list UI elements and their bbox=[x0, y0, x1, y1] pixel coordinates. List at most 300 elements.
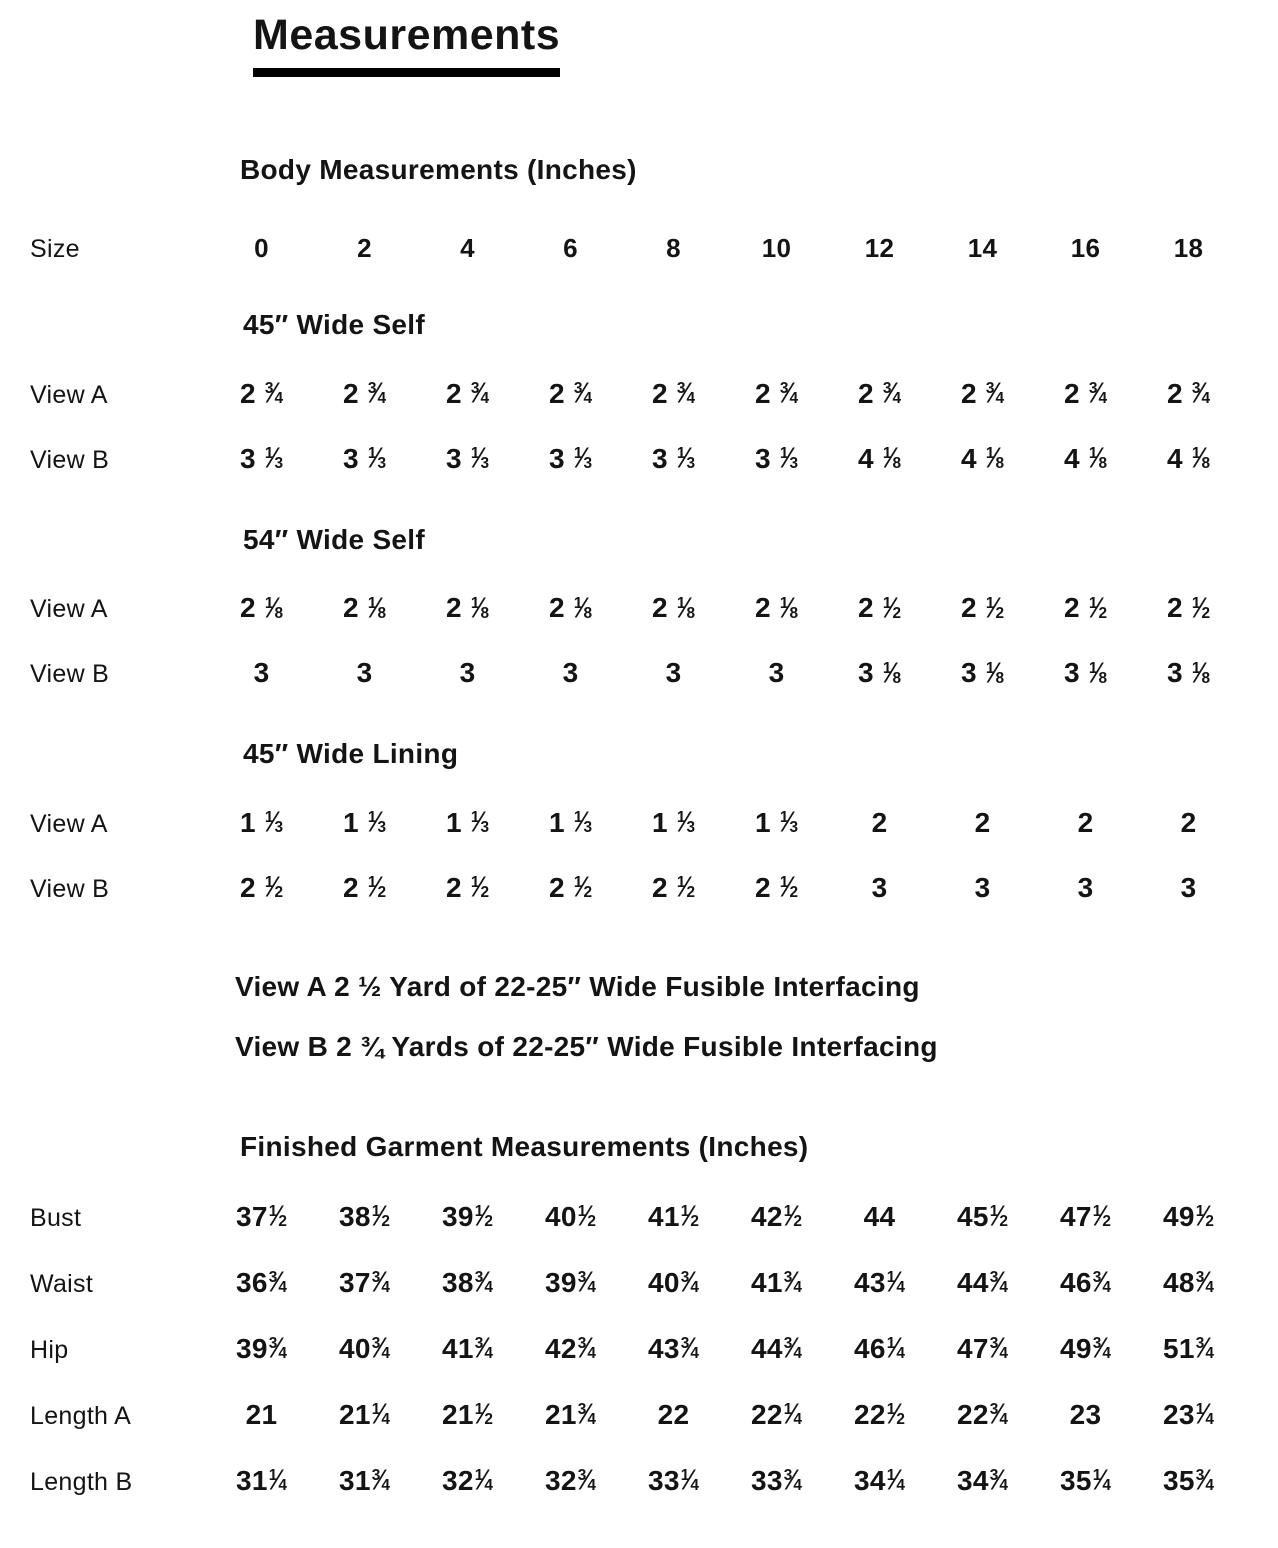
value-integer: 2 bbox=[754, 592, 771, 624]
fraction: $^3⁄_4$ bbox=[1195, 1332, 1214, 1365]
value-integer: 3 bbox=[253, 657, 270, 689]
measurement-cell bbox=[519, 1333, 622, 1365]
measurement-cell bbox=[828, 1399, 931, 1431]
value-integer: 14 bbox=[967, 233, 998, 264]
value-integer: 42 bbox=[545, 1332, 577, 1364]
yardage-cell bbox=[519, 872, 622, 904]
measurement-cell bbox=[622, 1267, 725, 1299]
fraction: $^1⁄_3$ bbox=[676, 806, 696, 839]
fraction: $^3⁄_4$ bbox=[573, 377, 593, 410]
yardage-cell bbox=[725, 443, 828, 475]
yardage-cell bbox=[210, 657, 313, 689]
fraction: $^1⁄_8$ bbox=[1191, 442, 1211, 475]
fraction: $^3⁄_4$ bbox=[680, 1266, 699, 1299]
fraction: $^1⁄_8$ bbox=[779, 592, 799, 625]
value-integer: 22 bbox=[957, 1398, 989, 1430]
fraction: $^1⁄_8$ bbox=[985, 442, 1005, 475]
value-integer: 2 bbox=[857, 377, 874, 409]
yardage-cell bbox=[416, 443, 519, 475]
measurement-cell bbox=[725, 1333, 828, 1365]
measurement-cell bbox=[1034, 1333, 1137, 1365]
yardage-cell bbox=[210, 807, 313, 839]
yardage-cell bbox=[1034, 657, 1137, 689]
value-integer: 1 bbox=[651, 806, 668, 838]
finished-measurement-row bbox=[30, 1201, 1278, 1233]
yardage-row bbox=[30, 592, 1278, 624]
yardage-cell bbox=[931, 443, 1034, 475]
fraction: $^1⁄_3$ bbox=[573, 806, 593, 839]
fraction: $^1⁄_2$ bbox=[882, 592, 902, 625]
yardage-cell bbox=[725, 872, 828, 904]
value-integer: 3 bbox=[562, 657, 579, 689]
fraction: $^1⁄_2$ bbox=[676, 871, 696, 904]
measurement-cell bbox=[416, 1333, 519, 1365]
value-integer: 3 bbox=[665, 657, 682, 689]
fraction: $^1⁄_2$ bbox=[264, 871, 284, 904]
value-integer: 2 bbox=[651, 592, 668, 624]
measurement-cell bbox=[313, 1201, 416, 1233]
measurement-cell bbox=[931, 1267, 1034, 1299]
value-integer: 21 bbox=[442, 1398, 474, 1430]
value-integer: 49 bbox=[1060, 1332, 1092, 1364]
measurement-cell bbox=[622, 1201, 725, 1233]
measurement-cell bbox=[725, 1399, 828, 1431]
value-integer: 2 bbox=[974, 806, 991, 838]
value-integer: 2 bbox=[548, 592, 565, 624]
value-integer: 32 bbox=[442, 1464, 474, 1496]
measurement-cell bbox=[416, 1201, 519, 1233]
value-integer: 6 bbox=[563, 233, 578, 264]
yardage-cell bbox=[828, 872, 931, 904]
value-integer: 2 bbox=[357, 233, 372, 264]
fraction: $^3⁄_4$ bbox=[470, 377, 490, 410]
fraction: $^3⁄_4$ bbox=[1195, 1464, 1214, 1497]
fraction: $^1⁄_2$ bbox=[779, 871, 799, 904]
yardage-cell bbox=[1034, 872, 1137, 904]
fabric-section bbox=[0, 308, 1278, 475]
value-integer: 47 bbox=[957, 1332, 989, 1364]
fraction: $^1⁄_3$ bbox=[264, 442, 284, 475]
value-integer: 2 bbox=[960, 377, 977, 409]
size-cell bbox=[725, 232, 828, 264]
fraction: $^3⁄_4$ bbox=[264, 377, 284, 410]
measurement-cell bbox=[1137, 1465, 1240, 1497]
value-integer: 21 bbox=[545, 1398, 577, 1430]
fraction: $^3⁄_4$ bbox=[989, 1266, 1008, 1299]
value-integer: 41 bbox=[442, 1332, 474, 1364]
value-integer: 31 bbox=[339, 1464, 371, 1496]
yardage-cell bbox=[416, 378, 519, 410]
value-integer: 3 bbox=[974, 871, 991, 903]
yardage-cell bbox=[519, 378, 622, 410]
value-integer: 37 bbox=[236, 1200, 268, 1232]
measurement-cell bbox=[725, 1465, 828, 1497]
measurement-cell bbox=[1137, 1267, 1240, 1299]
yardage-cell bbox=[416, 807, 519, 839]
fraction: $^1⁄_2$ bbox=[783, 1200, 802, 1233]
value-integer: 39 bbox=[236, 1332, 268, 1364]
fraction: $^1⁄_3$ bbox=[676, 442, 696, 475]
measurement-cell bbox=[828, 1333, 931, 1365]
value-integer: 40 bbox=[339, 1332, 371, 1364]
yardage-cell bbox=[622, 657, 725, 689]
yardage-row bbox=[30, 807, 1278, 839]
measurement-cell bbox=[725, 1267, 828, 1299]
measurement-cell bbox=[931, 1333, 1034, 1365]
finished-measurement-row bbox=[30, 1465, 1278, 1497]
yardage-cell bbox=[313, 807, 416, 839]
fraction: $^1⁄_2$ bbox=[371, 1200, 390, 1233]
fraction: $^1⁄_4$ bbox=[268, 1464, 287, 1497]
fraction: $^1⁄_8$ bbox=[367, 592, 387, 625]
finished-garment-rows bbox=[0, 1201, 1278, 1497]
fraction: $^3⁄_4$ bbox=[367, 377, 387, 410]
value-integer: 3 bbox=[459, 657, 476, 689]
value-integer: 3 bbox=[871, 871, 888, 903]
measurement-cell bbox=[828, 1267, 931, 1299]
fraction: $^1⁄_8$ bbox=[882, 657, 902, 690]
value-integer: 3 bbox=[857, 657, 874, 689]
fraction: $^1⁄_4$ bbox=[886, 1464, 905, 1497]
fraction: $^1⁄_3$ bbox=[367, 806, 387, 839]
measurement-cell bbox=[1034, 1465, 1137, 1497]
yardage-cell bbox=[416, 657, 519, 689]
size-cell bbox=[828, 232, 931, 264]
yardage-cell bbox=[313, 872, 416, 904]
value-integer: 3 bbox=[548, 442, 565, 474]
fraction: $^3⁄_4$ bbox=[1088, 377, 1108, 410]
size-cell bbox=[931, 232, 1034, 264]
value-integer: 21 bbox=[339, 1398, 371, 1430]
fraction: $^1⁄_3$ bbox=[779, 442, 799, 475]
fraction: $^1⁄_8$ bbox=[1088, 657, 1108, 690]
fraction: $^1⁄_2$ bbox=[1195, 1200, 1214, 1233]
fraction: $^1⁄_3$ bbox=[264, 806, 284, 839]
value-integer: 33 bbox=[648, 1464, 680, 1496]
value-integer: 46 bbox=[854, 1332, 886, 1364]
size-cell bbox=[313, 232, 416, 264]
fraction: $^1⁄_4$ bbox=[886, 1332, 905, 1365]
fraction: $^1⁄_4$ bbox=[474, 1464, 493, 1497]
fraction: $^1⁄_4$ bbox=[1092, 1464, 1111, 1497]
value-integer: 2 bbox=[651, 871, 668, 903]
value-integer: 2 bbox=[1166, 377, 1183, 409]
value-integer: 3 bbox=[1166, 657, 1183, 689]
yardage-cell bbox=[313, 657, 416, 689]
value-integer: 2 bbox=[548, 871, 565, 903]
fraction: $^3⁄_4$ bbox=[371, 1464, 390, 1497]
yardage-cell bbox=[519, 592, 622, 624]
measurement-cell bbox=[1137, 1333, 1240, 1365]
fraction: $^1⁄_8$ bbox=[573, 592, 593, 625]
fraction: $^1⁄_4$ bbox=[680, 1464, 699, 1497]
yardage-cell bbox=[622, 378, 725, 410]
yardage-row bbox=[30, 443, 1278, 475]
value-integer: 2 bbox=[857, 592, 874, 624]
value-integer: 3 bbox=[754, 442, 771, 474]
measurement-cell bbox=[1137, 1201, 1240, 1233]
value-integer: 3 bbox=[1063, 657, 1080, 689]
value-integer: 44 bbox=[863, 1200, 896, 1232]
value-integer: 23 bbox=[1069, 1398, 1102, 1430]
value-integer: 46 bbox=[1060, 1266, 1092, 1298]
yardage-row-label: View B bbox=[30, 660, 110, 689]
fabric-section-heading: 45″ Wide Self bbox=[243, 309, 426, 341]
value-integer: 1 bbox=[239, 806, 256, 838]
fraction: $^3⁄_4$ bbox=[989, 1332, 1008, 1365]
fraction: $^3⁄_4$ bbox=[676, 377, 696, 410]
fraction: $^3⁄_4$ bbox=[989, 1464, 1008, 1497]
value-integer: 2 bbox=[1063, 592, 1080, 624]
value-integer: 18 bbox=[1173, 233, 1204, 264]
value-integer: 2 bbox=[445, 592, 462, 624]
fraction: $^3⁄_4$ bbox=[783, 1332, 802, 1365]
value-integer: 2 bbox=[960, 592, 977, 624]
value-integer: 2 bbox=[754, 871, 771, 903]
yardage-cell bbox=[210, 592, 313, 624]
value-integer: 39 bbox=[442, 1200, 474, 1232]
fraction: $^1⁄_8$ bbox=[985, 657, 1005, 690]
measurement-cell bbox=[828, 1465, 931, 1497]
value-integer: 49 bbox=[1163, 1200, 1195, 1232]
body-measurements-heading: Body Measurements (Inches) bbox=[240, 153, 637, 185]
measurement-cell bbox=[210, 1201, 313, 1233]
fraction: $^1⁄_2$ bbox=[268, 1200, 287, 1233]
fraction: $^1⁄_2$ bbox=[886, 1398, 905, 1431]
yardage-cell bbox=[519, 657, 622, 689]
fraction: $^3⁄_4$ bbox=[268, 1332, 287, 1365]
finished-garment-heading: Finished Garment Measurements (Inches) bbox=[240, 1130, 809, 1162]
yardage-cell bbox=[1137, 807, 1240, 839]
value-integer: 43 bbox=[648, 1332, 680, 1364]
value-integer: 1 bbox=[445, 806, 462, 838]
fraction: $^3⁄_4$ bbox=[1092, 1266, 1111, 1299]
value-integer: 1 bbox=[342, 806, 359, 838]
measurement-cell bbox=[313, 1267, 416, 1299]
value-integer: 3 bbox=[768, 657, 785, 689]
fraction: $^1⁄_2$ bbox=[989, 1200, 1008, 1233]
measurement-cell bbox=[313, 1399, 416, 1431]
value-integer: 38 bbox=[339, 1200, 371, 1232]
fraction: $^1⁄_2$ bbox=[1092, 1200, 1111, 1233]
fraction: $^1⁄_3$ bbox=[470, 806, 490, 839]
yardage-cell bbox=[931, 872, 1034, 904]
measurement-cell bbox=[416, 1465, 519, 1497]
size-header-row bbox=[30, 232, 1278, 264]
fabric-section-heading: 45″ Wide Lining bbox=[243, 738, 459, 770]
value-integer: 45 bbox=[957, 1200, 989, 1232]
size-cell bbox=[1137, 232, 1240, 264]
yardage-cell bbox=[1137, 592, 1240, 624]
fabric-yardage-sections bbox=[0, 308, 1278, 904]
value-integer: 3 bbox=[960, 657, 977, 689]
value-integer: 2 bbox=[445, 871, 462, 903]
yardage-cell bbox=[622, 872, 725, 904]
value-integer: 36 bbox=[236, 1266, 268, 1298]
value-integer: 44 bbox=[751, 1332, 783, 1364]
yardage-cell bbox=[210, 872, 313, 904]
value-integer: 2 bbox=[1166, 592, 1183, 624]
value-integer: 22 bbox=[854, 1398, 886, 1430]
value-integer: 31 bbox=[236, 1464, 268, 1496]
fraction: $^3⁄_4$ bbox=[1092, 1332, 1111, 1365]
measurement-cell bbox=[1034, 1399, 1137, 1431]
yardage-cell bbox=[725, 592, 828, 624]
yardage-cell bbox=[828, 592, 931, 624]
value-integer: 4 bbox=[1063, 442, 1080, 474]
measurement-cell bbox=[210, 1267, 313, 1299]
interfacing-note-view-a: View A 2 ½ Yard of 22-25″ Wide Fusible Interfacing bbox=[235, 970, 920, 1002]
yardage-cell bbox=[725, 378, 828, 410]
yardage-cell bbox=[416, 592, 519, 624]
yardage-cell bbox=[1034, 807, 1137, 839]
finished-measurement-row-label: Hip bbox=[30, 1335, 69, 1364]
measurement-cell bbox=[313, 1465, 416, 1497]
measurement-cell bbox=[519, 1399, 622, 1431]
fraction: $^3⁄_4$ bbox=[371, 1266, 390, 1299]
value-integer: 34 bbox=[957, 1464, 989, 1496]
yardage-row bbox=[30, 657, 1278, 689]
fraction: $^1⁄_8$ bbox=[676, 592, 696, 625]
value-integer: 23 bbox=[1163, 1398, 1195, 1430]
measurement-cell bbox=[725, 1201, 828, 1233]
value-integer: 51 bbox=[1163, 1332, 1195, 1364]
value-integer: 3 bbox=[651, 442, 668, 474]
value-integer: 3 bbox=[445, 442, 462, 474]
value-integer: 4 bbox=[460, 233, 475, 264]
finished-measurement-row-label: Waist bbox=[30, 1269, 94, 1298]
title-block bbox=[253, 10, 560, 77]
value-integer: 39 bbox=[545, 1266, 577, 1298]
value-integer: 40 bbox=[545, 1200, 577, 1232]
finished-measurement-row bbox=[30, 1333, 1278, 1365]
value-integer: 41 bbox=[648, 1200, 680, 1232]
yardage-cell bbox=[313, 592, 416, 624]
measurement-cell bbox=[416, 1267, 519, 1299]
yardage-cell bbox=[931, 592, 1034, 624]
fraction: $^3⁄_4$ bbox=[989, 1398, 1008, 1431]
yardage-cell bbox=[622, 443, 725, 475]
fraction: $^3⁄_4$ bbox=[268, 1266, 287, 1299]
finished-measurement-row-label: Length B bbox=[30, 1467, 133, 1496]
value-integer: 22 bbox=[751, 1398, 783, 1430]
finished-measurement-row-label: Bust bbox=[30, 1203, 82, 1232]
value-integer: 21 bbox=[245, 1398, 278, 1430]
yardage-row bbox=[30, 378, 1278, 410]
finished-measurement-row bbox=[30, 1267, 1278, 1299]
size-cell bbox=[622, 232, 725, 264]
yardage-row-label: View B bbox=[30, 874, 110, 903]
measurement-cell bbox=[210, 1465, 313, 1497]
fraction: $^1⁄_2$ bbox=[470, 871, 490, 904]
yardage-row-label: View A bbox=[30, 380, 108, 409]
measurement-cell bbox=[828, 1201, 931, 1233]
title-underline bbox=[253, 68, 560, 77]
fraction: $^1⁄_2$ bbox=[573, 871, 593, 904]
measurement-cell bbox=[210, 1399, 313, 1431]
fraction: $^1⁄_8$ bbox=[264, 592, 284, 625]
yardage-cell bbox=[931, 657, 1034, 689]
fraction: $^1⁄_4$ bbox=[371, 1398, 390, 1431]
yardage-cell bbox=[519, 807, 622, 839]
yardage-cell bbox=[210, 443, 313, 475]
size-cell bbox=[210, 232, 313, 264]
measurement-cell bbox=[210, 1333, 313, 1365]
yardage-row-label: View A bbox=[30, 595, 108, 624]
measurement-cell bbox=[622, 1399, 725, 1431]
measurement-cell bbox=[313, 1333, 416, 1365]
yardage-cell bbox=[210, 378, 313, 410]
value-integer: 47 bbox=[1060, 1200, 1092, 1232]
measurement-cell bbox=[416, 1399, 519, 1431]
measurement-cell bbox=[519, 1465, 622, 1497]
value-integer: 2 bbox=[1077, 806, 1094, 838]
value-integer: 44 bbox=[957, 1266, 989, 1298]
size-row-label: Size bbox=[30, 235, 80, 264]
fraction: $^3⁄_4$ bbox=[474, 1266, 493, 1299]
value-integer: 43 bbox=[854, 1266, 886, 1298]
fraction: $^3⁄_4$ bbox=[577, 1266, 596, 1299]
value-integer: 10 bbox=[761, 233, 792, 264]
finished-measurement-row bbox=[30, 1399, 1278, 1431]
yardage-cell bbox=[725, 657, 828, 689]
value-integer: 1 bbox=[548, 806, 565, 838]
yardage-cell bbox=[416, 872, 519, 904]
value-integer: 35 bbox=[1060, 1464, 1092, 1496]
fraction: $^3⁄_4$ bbox=[783, 1266, 802, 1299]
fraction: $^1⁄_2$ bbox=[680, 1200, 699, 1233]
interfacing-notes bbox=[0, 970, 1278, 1064]
fraction: $^1⁄_8$ bbox=[1191, 657, 1211, 690]
value-integer: 42 bbox=[751, 1200, 783, 1232]
fabric-section-heading: 54″ Wide Self bbox=[243, 523, 426, 555]
yardage-cell bbox=[1034, 592, 1137, 624]
size-cell bbox=[416, 232, 519, 264]
interfacing-note-view-b: View B 2 ¾ Yards of 22-25″ Wide Fusible Interfacing bbox=[235, 1030, 938, 1062]
yardage-cell bbox=[1137, 657, 1240, 689]
fraction: $^1⁄_2$ bbox=[1088, 592, 1108, 625]
value-integer: 38 bbox=[442, 1266, 474, 1298]
value-integer: 32 bbox=[545, 1464, 577, 1496]
yardage-cell bbox=[931, 807, 1034, 839]
measurement-cell bbox=[931, 1201, 1034, 1233]
value-integer: 2 bbox=[239, 871, 256, 903]
value-integer: 2 bbox=[1180, 806, 1197, 838]
page-title: Measurements bbox=[253, 11, 561, 59]
yardage-cell bbox=[828, 807, 931, 839]
value-integer: 33 bbox=[751, 1464, 783, 1496]
fraction: $^1⁄_8$ bbox=[882, 442, 902, 475]
fraction: $^3⁄_4$ bbox=[779, 377, 799, 410]
value-integer: 2 bbox=[342, 592, 359, 624]
finished-measurement-row-label: Length A bbox=[30, 1401, 132, 1430]
value-integer: 41 bbox=[751, 1266, 783, 1298]
measurement-cell bbox=[519, 1267, 622, 1299]
fraction: $^3⁄_4$ bbox=[577, 1332, 596, 1365]
yardage-cell bbox=[725, 807, 828, 839]
value-integer: 22 bbox=[657, 1398, 690, 1430]
value-integer: 3 bbox=[239, 442, 256, 474]
value-integer: 2 bbox=[239, 377, 256, 409]
fabric-section bbox=[0, 523, 1278, 690]
value-integer: 40 bbox=[648, 1266, 680, 1298]
fraction: $^1⁄_3$ bbox=[573, 442, 593, 475]
value-integer: 3 bbox=[1077, 871, 1094, 903]
value-integer: 2 bbox=[1063, 377, 1080, 409]
value-integer: 3 bbox=[1180, 871, 1197, 903]
value-integer: 0 bbox=[254, 233, 269, 264]
fraction: $^3⁄_4$ bbox=[882, 377, 902, 410]
